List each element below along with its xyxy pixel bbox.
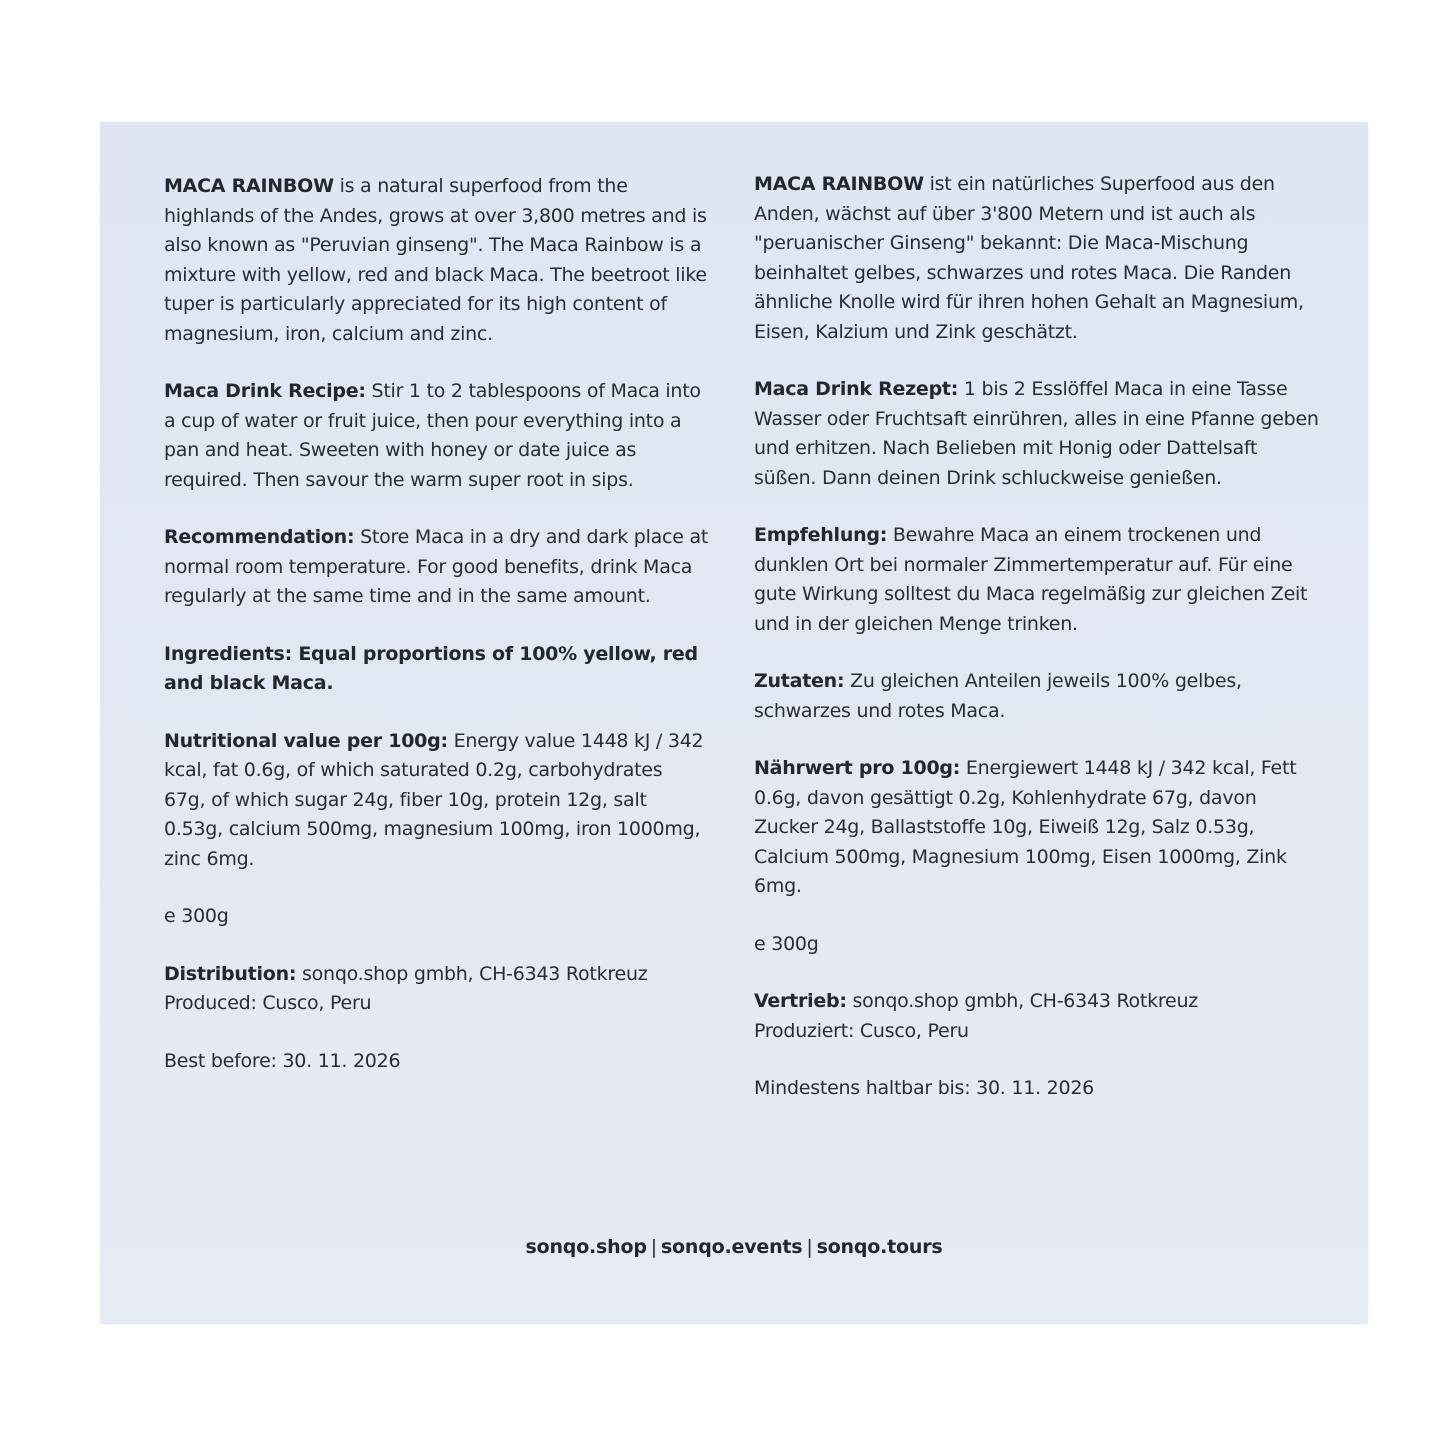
net-weight: e 300g bbox=[164, 905, 229, 927]
recommendation-paragraph-de bbox=[754, 521, 1319, 639]
intro-text-de: ist ein natürliches Superfood aus den Anden, wächst auf über 3'800 Metern und ist auch als "peruanischer Ginseng" bekannt: Die Maca-Mischung beinhaltet gelbes, schwarzes und rotes Maca. Die Randen ähnliche Knolle wird für ihren hohen Gehalt an Magnesium, Eisen, Kalzium und Zink geschätzt. bbox=[754, 173, 1304, 343]
recommendation-label: Recommendation: bbox=[164, 526, 355, 548]
footer-links bbox=[100, 1236, 1368, 1258]
distribution-text-de: sonqo.shop gmbh, CH-6343 Rotkreuz bbox=[846, 990, 1198, 1012]
recipe-text: Stir 1 to 2 tablespoons of Maca into a cup of water or fruit juice, then pour everything into a pan and heat. Sweeten with honey or date juice as required. Then savour the warm super root in sips. bbox=[164, 380, 701, 491]
intro-paragraph bbox=[164, 172, 709, 349]
ingredients-paragraph-de bbox=[754, 667, 1319, 726]
product-name: MACA RAINBOW bbox=[164, 175, 334, 197]
english-column bbox=[164, 172, 709, 1104]
recipe-label-de: Maca Drink Rezept: bbox=[754, 378, 959, 400]
distribution-line-de bbox=[754, 987, 1319, 1017]
distribution-text: sonqo.shop gmbh, CH-6343 Rotkreuz bbox=[296, 962, 648, 985]
nutrition-paragraph bbox=[164, 727, 709, 875]
footer-separator: | bbox=[650, 1236, 657, 1258]
nutrition-label: Nutritional value per 100g: bbox=[164, 729, 448, 752]
ingredients-text: Ingredients: Equal proportions of 100% yellow, red and black Maca. bbox=[164, 642, 698, 694]
produced-line-de: Produziert: Cusco, Peru bbox=[754, 1019, 969, 1042]
recipe-paragraph-de bbox=[754, 375, 1319, 493]
german-column bbox=[754, 170, 1319, 1132]
footer-link-tours[interactable]: sonqo.tours bbox=[816, 1236, 943, 1258]
footer-link-events[interactable]: sonqo.events bbox=[660, 1236, 803, 1258]
ingredients-text-de: Zu gleichen Anteilen jeweils 100% gelbes, schwarzes und rotes Maca. bbox=[754, 670, 1242, 722]
product-name-de: MACA RAINBOW bbox=[754, 173, 924, 195]
intro-paragraph-de bbox=[754, 170, 1319, 347]
recommendation-text: Store Maca in a dry and dark place at normal room temperature. For good benefits, drink Maca regularly at the same time and in the same amount. bbox=[164, 526, 709, 607]
recipe-label: Maca Drink Recipe: bbox=[164, 380, 366, 402]
distribution-line bbox=[164, 960, 709, 990]
ingredients-label-de: Zutaten: bbox=[754, 670, 845, 692]
intro-text: is a natural superfood from the highlands of the Andes, grows at over 3,800 metres and is also known as "Peruvian ginseng". The Maca Rainbow is a mixture with yellow, red and black Maca. The beetroot like tuper is particularly appreciated for its high content of magnesium, iron, calcium and zinc. bbox=[164, 175, 707, 345]
ingredients-paragraph bbox=[164, 640, 709, 699]
recommendation-paragraph bbox=[164, 523, 709, 612]
product-label bbox=[100, 122, 1368, 1324]
best-before-date: Best before: 30. 11. 2026 bbox=[164, 1049, 401, 1072]
footer-separator: | bbox=[806, 1236, 813, 1258]
nutrition-text-de: Energiewert 1448 kJ / 342 kcal, Fett 0.6g, davon gesättigt 0.2g, Kohlenhydrate 67g, davon Zucker 24g, Ballaststoffe 10g, Eiweiß 12g, Salz 0.53g, Calcium 500mg, Magnesium 100mg, Eisen 1000mg, Zink 6mg. bbox=[754, 757, 1297, 897]
recipe-paragraph bbox=[164, 377, 709, 495]
recommendation-label-de: Empfehlung: bbox=[754, 524, 888, 546]
nutrition-text: Energy value 1448 kJ / 342 kcal, fat 0.6g, of which saturated 0.2g, carbohydrates 67g, of which sugar 24g, fiber 10g, protein 12g, salt 0.53g, calcium 500mg, magnesium 100mg, iron 1000mg, zinc 6mg. bbox=[164, 729, 704, 870]
distribution-label: Distribution: bbox=[164, 962, 297, 985]
produced-line: Produced: Cusco, Peru bbox=[164, 992, 372, 1014]
nutrition-paragraph-de bbox=[754, 754, 1319, 902]
net-weight-de: e 300g bbox=[754, 932, 819, 955]
distribution-label-de: Vertrieb: bbox=[754, 990, 847, 1012]
nutrition-label-de: Nährwert pro 100g: bbox=[754, 757, 961, 779]
best-before-date-de: Mindestens haltbar bis: 30. 11. 2026 bbox=[754, 1077, 1094, 1099]
recommendation-text-de: Bewahre Maca an einem trockenen und dunklen Ort bei normaler Zimmertemperatur auf. Für eine gute Wirkung solltest du Maca regelmäßig zur gleichen Zeit und in der gleichen Menge trinken. bbox=[754, 524, 1308, 635]
recipe-text-de: 1 bis 2 Esslöffel Maca in eine Tasse Wasser oder Fruchtsaft einrühren, alles in eine Pfanne geben und erhitzen. Nach Belieben mit Honig oder Dattelsaft süßen. Dann deinen Drink schluckweise genießen. bbox=[754, 378, 1319, 489]
footer-link-shop[interactable]: sonqo.shop bbox=[525, 1236, 647, 1258]
